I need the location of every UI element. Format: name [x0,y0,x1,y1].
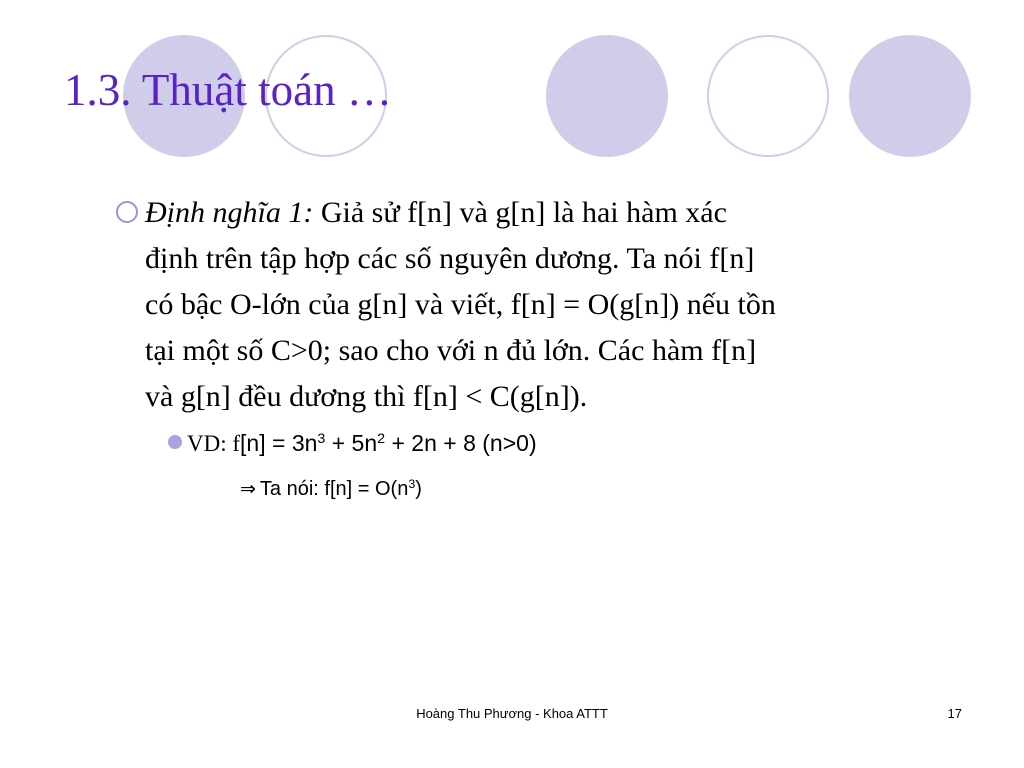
page-number: 17 [947,706,962,721]
definition-body: định trên tập hợp các số nguyên dương. Ta nói f[n] có bậc O-lớn của g[n] và viết, f[n] = O(g[n]) nếu tồn tại một số C>0; sao cho với n đủ lớn. Các hàm f[n] và g[n] đều dương thì f[n] < C(g[n]). [145,242,776,413]
footer-author: Hoàng Thu Phương - Khoa ATTT [416,706,608,721]
example-bullet [168,427,537,460]
slide-title: 1.3. Thuật toán … [64,65,392,115]
example-expr-b: + 5n [325,430,378,456]
example-prefix: VD: f [187,431,241,456]
definition-label: Định nghĩa 1: [145,196,314,229]
decorative-circle-filled [849,35,971,157]
definition-first-line: Giả sử f[n] và g[n] là hai hàm xác [313,196,727,229]
conclusion-line [240,475,422,503]
conclusion-close: ) [415,478,422,500]
example-expr-a: [n] = 3n [240,430,318,456]
hollow-bullet-icon [116,201,138,223]
example-expr-c: + 2n + 8 (n>0) [385,430,537,456]
filled-bullet-icon [168,435,182,449]
implies-arrow-icon: ⇒ [240,478,256,500]
example-exp-b: 2 [377,431,386,448]
decorative-circle-outline [707,35,829,157]
example-exp-a: 3 [317,431,326,448]
definition-text [145,190,966,420]
conclusion-exp: 3 [408,477,416,492]
conclusion-text: Ta nói: f[n] = O(n [259,478,409,500]
definition-bullet [116,190,966,420]
decorative-circle-filled [546,35,668,157]
